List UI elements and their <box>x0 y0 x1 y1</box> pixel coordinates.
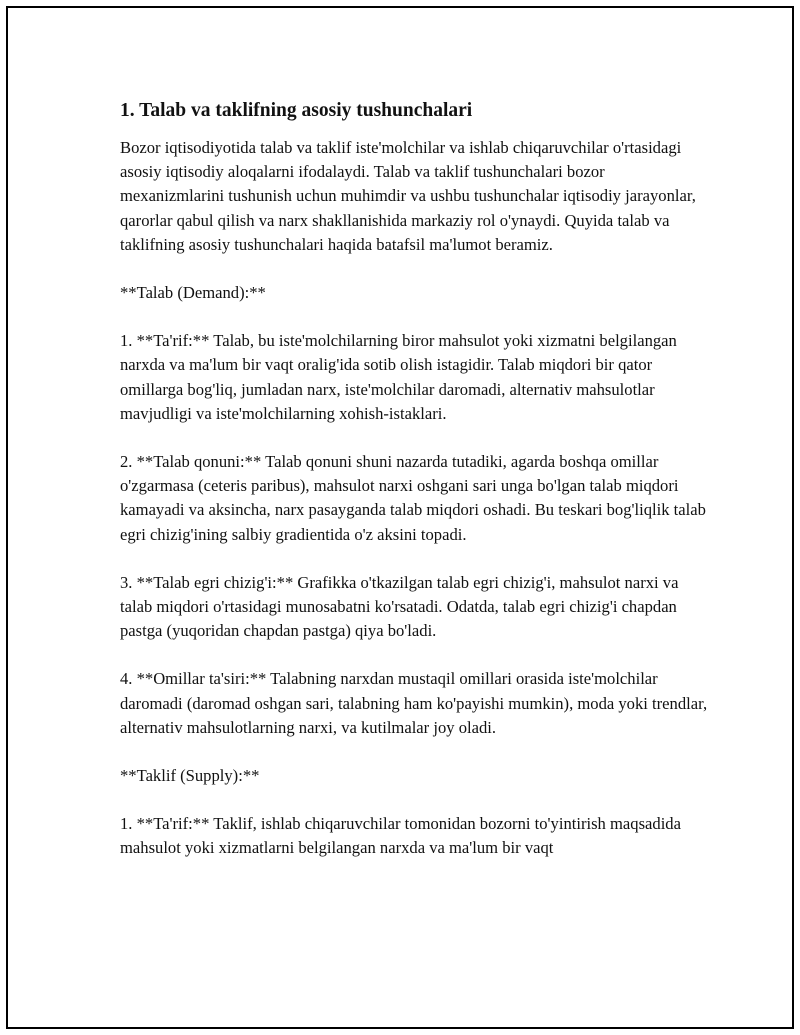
demand-law-paragraph: 2. **Talab qonuni:** Talab qonuni shuni nazarda tutadiki, agarda boshqa omillar o'zgarmasa (ceteris paribus), mahsulot narxi oshgani sari unga bo'lgan talab miqdori kamayadi va aksincha, narx pasayganda talab miqdori oshadi. Bu teskari bog'liqlik talab egri chizig'ining salbiy gradientida o'z aksini topadi. <box>120 452 706 544</box>
demand-definition-paragraph: 1. **Ta'rif:** Talab, bu iste'molchilarning biror mahsulot yoki xizmatni belgilangan narxda va ma'lum bir vaqt oralig'ida sotib olish istagidir. Talab miqdori bir qator omillarga bog'liq, jumladan narx, iste'molchilar daromadi, alternativ mahsulotlar mavjudligi va iste'molchilarning xohish-istaklari. <box>120 331 677 423</box>
supply-subheading: **Taklif (Supply):** <box>120 766 260 786</box>
intro-paragraph: Bozor iqtisodiyotida talab va taklif iste'molchilar va ishlab chiqaruvchilar o'rtasidagi asosiy iqtisodiy aloqalarni ifodalaydi. Talab va taklif tushunchalari bozor mexanizmlarini tushunish uchun muhimdir va ushbu tushunchalar iqtisodiy jarayonlar, qarorlar qabul qilish va narx shakllanishida markaziy rol o'ynaydi. Quyida talab va taklifning asosiy tushunchalari haqida batafsil ma'lumot beramiz. <box>120 138 696 254</box>
demand-factors-paragraph: 4. **Omillar ta'siri:** Talabning narxdan mustaqil omillari orasida iste'molchilar daromadi (daromad oshgan sari, talabning ham ko'payishi mumkin), moda yoki trendlar, alternativ mahsulotlarning narxi, va kutilmalar joy oladi. <box>120 669 708 737</box>
demand-subheading: **Talab (Demand):** <box>120 283 266 303</box>
demand-curve-paragraph: 3. **Talab egri chizig'i:** Grafikka o'tkazilgan talab egri chizig'i, mahsulot narxi va talab miqdori o'rtasidagi munosabatni ko'rsatadi. Odatda, talab egri chizig'i chapdan pastga (yuqoridan chapdan pastga) qiya bo'ladi. <box>120 572 679 641</box>
document-page <box>6 6 794 1029</box>
supply-definition-paragraph: 1. **Ta'rif:** Taklif, ishlab chiqaruvchilar tomonidan bozorni to'yintirish maqsadida mahsulot yoki xizmatlarni belgilangan narxda va ma'lum bir vaqt <box>120 814 681 858</box>
document-body <box>120 98 710 885</box>
section-heading: 1. Talab va taklifning asosiy tushunchalari <box>120 100 473 121</box>
